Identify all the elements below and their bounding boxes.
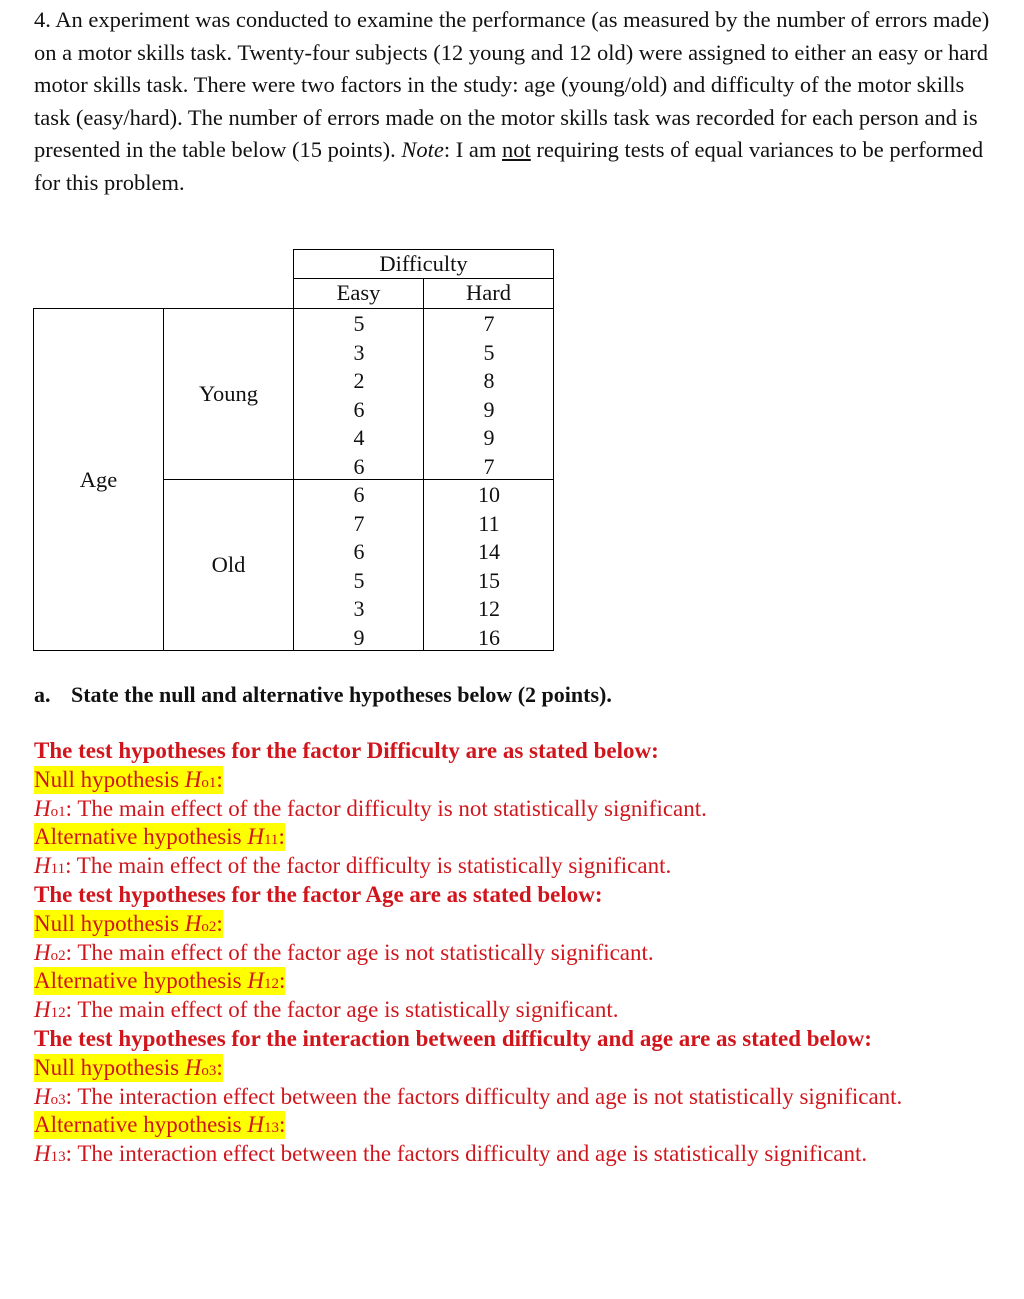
underlined-not: not <box>502 137 531 162</box>
alt-hypothesis-2: H12: The main effect of the factor age is statistically significant. <box>34 997 619 1022</box>
table-cell: 6 <box>353 453 365 479</box>
table-cell: 2 <box>353 368 365 393</box>
interaction-hypotheses-heading: The test hypotheses for the interaction between difficulty and age are as stated below: <box>34 1026 872 1051</box>
hard-header: Hard <box>466 280 511 305</box>
table-cell: 10 <box>478 482 500 507</box>
table-cell: 4 <box>353 425 365 450</box>
table-cell: 11 <box>478 510 500 536</box>
answer-block <box>34 736 994 1168</box>
table-cell: 16 <box>478 624 500 650</box>
null-hypothesis-3-label: Null hypothesis Ho3: <box>34 1055 223 1080</box>
alt-hypothesis-1-label: Alternative hypothesis H11: <box>34 824 285 849</box>
difficulty-hypotheses-heading: The test hypotheses for the factor Difficulty are as stated below: <box>34 738 659 763</box>
alt-hypothesis-2-label: Alternative hypothesis H12: <box>34 968 286 993</box>
problem-statement <box>34 4 994 199</box>
table-cell: 6 <box>353 396 365 422</box>
table-cell: 7 <box>353 510 365 536</box>
alt-hypothesis-1: H11: The main effect of the factor difficulty is statistically significant. <box>34 853 672 878</box>
table-cell: 12 <box>478 596 500 621</box>
table-cell: 8 <box>483 368 495 393</box>
table-cell: 14 <box>478 539 500 564</box>
question-a <box>34 680 612 710</box>
problem-text-2: : I am <box>443 137 503 162</box>
table-cell: 9 <box>483 396 495 422</box>
null-hypothesis-2: Ho2: The main effect of the factor age is not statistically significant. <box>34 940 654 965</box>
table-cell: 5 <box>483 339 495 365</box>
age-hypotheses-heading: The test hypotheses for the factor Age are as stated below: <box>34 882 603 907</box>
null-hypothesis-1-label: Null hypothesis Ho1: <box>34 767 223 792</box>
age-label: Age <box>79 467 118 492</box>
table-cell: 6 <box>353 539 365 564</box>
table-cell: 9 <box>483 425 495 450</box>
difficulty-header: Difficulty <box>379 251 468 276</box>
table-cell: 15 <box>478 567 500 593</box>
table-cell: 7 <box>483 311 495 336</box>
note-label: Note <box>401 137 444 162</box>
problem-text: 4. An experiment was conducted to examine the performance (as measured by the number of errors made) on a motor skills task. Twenty-four subjects (12 young and 12 old) were assigned to either an easy or hard motor skills task. There were two factors in the study: age (young/old) and difficulty of the motor skills task (easy/hard). The number of errors made on the motor skills task was recorded for each person and is presented in the table below (15 points). <box>34 7 990 162</box>
question-a-text: State the null and alternative hypotheses below (2 points). <box>71 682 612 707</box>
alt-hypothesis-3: H13: The interaction effect between the factors difficulty and age is statistically significant. <box>34 1141 868 1166</box>
young-easy-values <box>294 310 424 481</box>
old-hard-values <box>424 481 554 652</box>
table-cell: 5 <box>353 311 365 336</box>
table-cell: 9 <box>353 624 365 650</box>
question-a-label: a. <box>34 682 51 707</box>
table-cell: 3 <box>353 339 365 365</box>
null-hypothesis-1: Ho1: The main effect of the factor difficulty is not statistically significant. <box>34 796 707 821</box>
easy-header: Easy <box>336 280 381 305</box>
null-hypothesis-2-label: Null hypothesis Ho2: <box>34 911 223 936</box>
problem-text-3: requiring tests of equal variances to be performed for this problem. <box>34 137 984 195</box>
old-easy-values <box>294 481 424 652</box>
young-hard-values <box>424 310 554 481</box>
table-cell: 5 <box>353 567 365 593</box>
old-label: Old <box>211 552 246 577</box>
young-label: Young <box>199 381 258 406</box>
null-hypothesis-3: Ho3: The interaction effect between the factors difficulty and age is not statistically significant. <box>34 1084 903 1109</box>
table-cell: 6 <box>353 482 365 507</box>
table-cell: 3 <box>353 596 365 621</box>
table-cell: 7 <box>483 453 495 479</box>
alt-hypothesis-3-label: Alternative hypothesis H13: <box>34 1112 286 1137</box>
